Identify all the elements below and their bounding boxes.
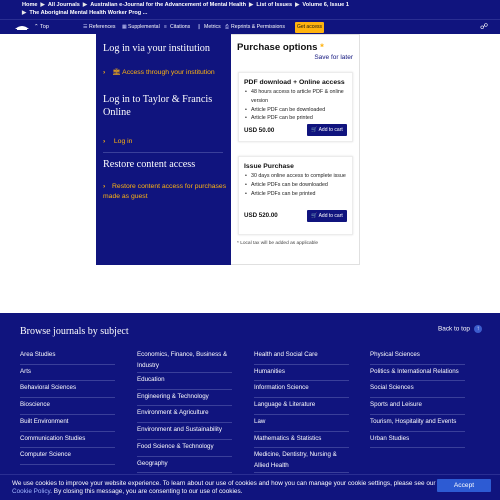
breadcrumb-list-of-issues[interactable]: List of Issues	[256, 2, 293, 8]
reprints-permissions-link[interactable]	[225, 24, 285, 30]
subject-link[interactable]: Arts	[20, 367, 32, 375]
breadcrumb-journal[interactable]: Australian e-Journal for the Advancement of Mental Health	[90, 2, 247, 8]
metrics-link[interactable]	[198, 24, 221, 30]
chevron-right-icon: ›	[103, 183, 106, 190]
subject-divider	[137, 372, 232, 373]
subject-link[interactable]: Tourism, Hospitality and Events	[370, 417, 457, 425]
subject-link[interactable]: Physical Sciences	[370, 351, 420, 358]
subject-divider	[254, 431, 349, 432]
subject-link[interactable]: Politics & International Relations	[370, 367, 459, 375]
reprints-icon: ⎙	[225, 24, 230, 30]
option-title: PDF download + Online access	[244, 79, 345, 86]
restore-access-label: Restore content access for purchases made as guest	[103, 183, 227, 200]
subject-link[interactable]: Social Sciences	[370, 384, 414, 392]
supplemental-link[interactable]	[122, 24, 160, 30]
subject-link[interactable]: Urban Studies	[370, 434, 410, 442]
metrics-icon: ∥	[198, 24, 201, 30]
institution-login-heading: Log in via your institution	[103, 43, 210, 54]
subject-divider	[137, 405, 232, 406]
references-link[interactable]	[83, 24, 116, 30]
restore-access-heading: Restore content access	[103, 159, 196, 170]
subject-link[interactable]: Economics, Finance, Business & Industry	[137, 351, 228, 369]
references-label: References	[89, 24, 116, 30]
citations-label: Citations	[170, 24, 191, 30]
login-label: Log in	[113, 138, 133, 145]
cookie-policy-link[interactable]: Cookie Policy	[12, 487, 51, 495]
feature-item: • Article PDF can be downloaded	[244, 106, 350, 115]
add-to-cart-button[interactable]	[307, 124, 347, 136]
subject-divider	[20, 464, 115, 465]
citations-icon: ≡	[164, 24, 167, 30]
subject-link[interactable]: Geography	[137, 459, 168, 467]
citations-link[interactable]	[164, 24, 190, 30]
breadcrumb-article: The Aboriginal Mental Health Worker Prog ...	[29, 10, 148, 17]
subject-divider	[370, 380, 465, 381]
get-access-button[interactable]: Get access	[295, 22, 324, 33]
cookie-message	[12, 480, 442, 495]
purchase-panel	[231, 34, 360, 265]
subject-divider	[137, 456, 232, 457]
subject-divider	[20, 380, 115, 381]
purchase-options-star: *	[320, 42, 324, 53]
subject-divider	[137, 439, 232, 440]
feature-item: • 30 days online access to complete issue	[244, 172, 350, 181]
taylor-francis-logo-icon[interactable]	[14, 23, 30, 31]
top-navigation	[0, 0, 500, 34]
subject-link[interactable]: Language & Literature	[254, 401, 316, 409]
login-link[interactable]	[103, 137, 227, 147]
purchase-options-label: Purchase options	[237, 42, 318, 53]
chevron-right-icon: ▶	[40, 2, 45, 8]
chevron-right-icon: ›	[103, 69, 106, 76]
subject-divider	[20, 431, 115, 432]
subject-divider	[254, 380, 349, 381]
chevron-right-icon: ▶	[22, 10, 27, 17]
save-for-later-link[interactable]: Save for later	[314, 54, 353, 61]
subject-link[interactable]: Computer Science	[20, 451, 71, 459]
subject-divider	[20, 447, 115, 448]
subject-divider	[254, 447, 349, 448]
subject-divider	[137, 389, 232, 390]
purchase-options-title	[237, 42, 324, 53]
supplemental-icon: ▦	[122, 24, 127, 30]
subject-divider	[254, 397, 349, 398]
breadcrumb	[22, 1, 482, 18]
chevron-right-icon: ▶	[249, 2, 254, 8]
subject-link[interactable]: Engineering & Technology	[137, 392, 209, 400]
tandf-login-heading: Log in to Taylor & Francis Online	[103, 94, 213, 118]
breadcrumb-issue[interactable]: Volume 6, Issue 1	[302, 2, 349, 8]
purchase-option-card	[238, 156, 353, 235]
subject-divider	[254, 364, 349, 365]
breadcrumb-home[interactable]: Home	[22, 2, 38, 8]
subject-link[interactable]: Area Studies	[20, 351, 56, 358]
subject-divider	[370, 397, 465, 398]
subject-divider	[20, 364, 115, 365]
option-title: Issue Purchase	[244, 163, 294, 170]
feature-item: • Article PDFs can be downloaded	[244, 181, 350, 190]
subject-link[interactable]: Mathematics & Statistics	[254, 434, 322, 442]
chevron-right-icon: ▶	[82, 2, 88, 8]
option-price: USD 50.00	[244, 127, 275, 134]
cart-icon: 🛒	[311, 213, 318, 219]
footer	[0, 313, 500, 500]
cookie-banner	[0, 474, 500, 500]
feature-item: • Article PDFs can be printed	[244, 190, 350, 199]
purchase-option-card	[238, 72, 353, 142]
subject-link[interactable]: Bioscience	[20, 401, 50, 409]
option-features	[244, 172, 350, 198]
subject-link[interactable]: Education	[137, 376, 165, 383]
metrics-label: Metrics	[204, 24, 221, 30]
supplemental-label: Supplemental	[128, 24, 160, 30]
subject-link[interactable]: Environment & Agriculture	[137, 409, 209, 417]
subject-link[interactable]: Communication Studies	[20, 434, 86, 442]
subject-divider	[370, 447, 465, 448]
feature-item: • 48 hours access to article PDF & online version	[244, 88, 350, 106]
cookie-text-after: . By closing this message, you are consenting to our use of cookies.	[50, 487, 243, 495]
option-features	[244, 88, 350, 123]
subject-link[interactable]: Law	[254, 417, 266, 425]
add-to-cart-label: Add to cart	[318, 213, 343, 219]
subject-link[interactable]: Environment and Sustainability	[137, 426, 222, 434]
subject-link[interactable]: Medicine, Dentistry, Nursing & Allied Health	[254, 451, 337, 470]
subject-link[interactable]: Sports and Leisure	[370, 401, 422, 409]
divider	[103, 152, 223, 153]
subject-divider	[20, 414, 115, 415]
subject-divider	[370, 414, 465, 415]
subject-link[interactable]: Humanities	[254, 367, 285, 375]
subject-divider	[370, 431, 465, 432]
reprints-permissions-label: Reprints & Permissions	[231, 24, 285, 30]
subject-link[interactable]: Built Environment	[20, 417, 69, 425]
top-label: Top	[40, 24, 49, 30]
accept-cookies-button[interactable]: Accept	[437, 479, 491, 492]
back-to-top-link[interactable]	[438, 325, 482, 333]
references-icon: ☰	[83, 24, 88, 30]
share-icon[interactable]: ☍	[480, 22, 489, 31]
article-toolbar	[0, 19, 500, 34]
feature-item: • Article PDF can be printed	[244, 114, 350, 123]
option-price: USD 520.00	[244, 212, 278, 219]
breadcrumb-all-journals[interactable]: All Journals	[47, 2, 80, 8]
arrow-up-icon: ↑	[474, 325, 482, 333]
subject-link[interactable]: Health and Social Care	[254, 351, 318, 358]
back-to-top-label: Back to top	[438, 325, 470, 333]
access-through-institution-label: Access through your institution	[122, 69, 215, 76]
tax-note: * Local tax will be added as applicable	[237, 241, 319, 246]
subject-link[interactable]: Behavioral Sciences	[20, 384, 77, 392]
add-to-cart-label: Add to cart	[318, 127, 343, 133]
login-panel	[96, 34, 231, 265]
subject-divider	[137, 422, 232, 423]
chevron-right-icon: ›	[103, 138, 106, 145]
access-through-institution-link[interactable]	[103, 68, 227, 78]
chevron-right-icon: ▶	[295, 2, 300, 8]
browse-journals-title: Browse journals by subject	[20, 326, 129, 337]
subject-link[interactable]: Food Science & Technology	[137, 442, 214, 450]
subject-divider	[20, 397, 115, 398]
restore-access-link[interactable]	[103, 182, 227, 201]
subject-link[interactable]: Information Science	[254, 384, 309, 392]
subject-divider	[254, 414, 349, 415]
institution-icon: 🏛	[112, 69, 121, 76]
subject-divider	[370, 364, 465, 365]
cart-icon: 🛒	[311, 127, 318, 133]
cookie-text-before: We use cookies to improve your website experience. To learn about our use of cookies and how you can manage your cookie settings, please see our	[12, 480, 436, 487]
top-link[interactable]: ⌃ Top	[34, 24, 49, 30]
add-to-cart-button[interactable]	[307, 210, 347, 222]
